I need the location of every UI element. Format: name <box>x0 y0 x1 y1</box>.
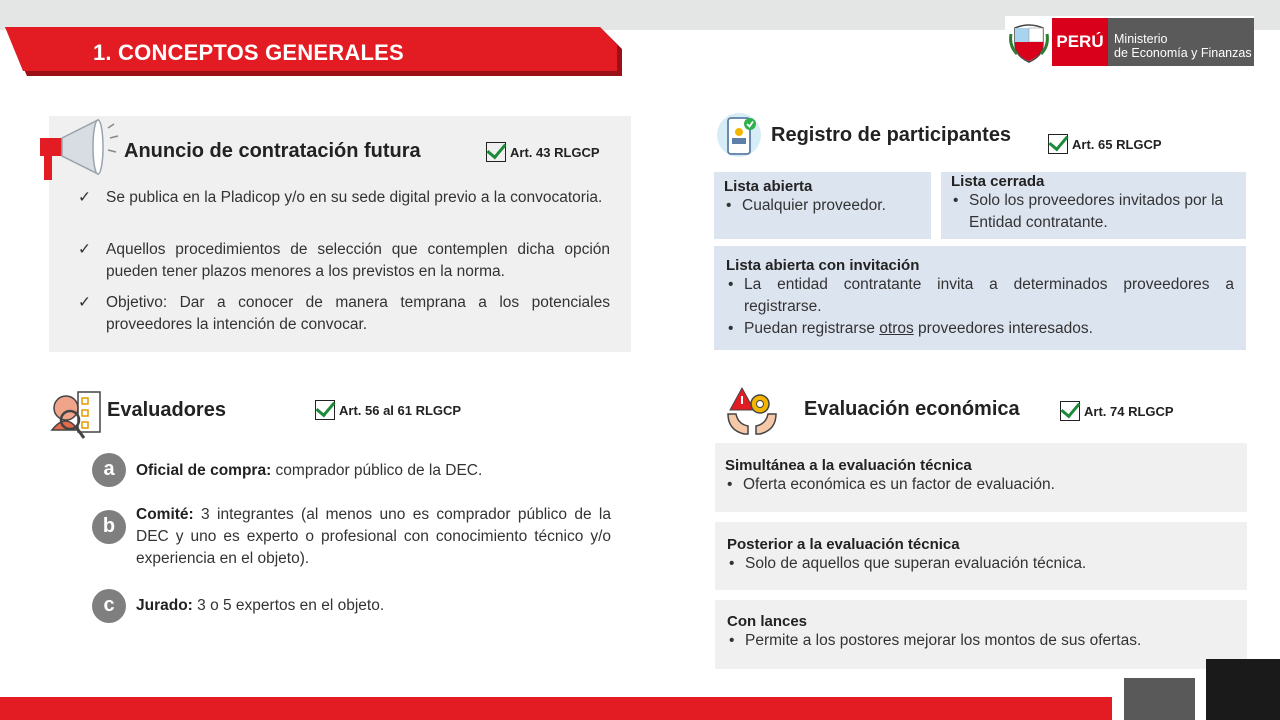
checkbox-icon <box>486 142 506 162</box>
checkmark-icon: ✓ <box>78 241 91 258</box>
lista-cerrada-item: • Solo los proveedores invitados por la Entidad contratante. <box>951 190 1236 234</box>
checkbox-icon <box>315 400 335 420</box>
anuncio-item-1 <box>78 187 610 209</box>
economica-box-2-item: • Solo de aquellos que superan evaluación técnica. <box>727 553 1235 575</box>
lista-invitacion-head: Lista abierta con invitación <box>726 257 920 274</box>
megaphone-icon <box>38 116 120 182</box>
item-2-pre: Puedan registrarse <box>744 320 880 337</box>
evaluador-b-text: 3 integrantes (al menos uno es comprador público de la DEC y uno es experto o profesional con conocimiento técnico y/o experiencia en el objeto). <box>136 506 611 567</box>
anuncio-item-2-text: Aquellos procedimientos de selección que contemplen dicha opción pueden tener plazos menores a los previstos en la norma. <box>106 241 610 280</box>
registro-art-label: Art. 65 RLGCP <box>1072 136 1162 152</box>
checkbox-icon <box>1048 134 1068 154</box>
lista-invitacion-box <box>714 246 1246 350</box>
evaluator-checklist-icon <box>48 388 102 442</box>
phone-registration-icon <box>716 110 762 160</box>
economica-box-3-item: • Permite a los postores mejorar los montos de sus ofertas. <box>727 630 1235 652</box>
item-2-post: proveedores interesados. <box>913 320 1093 337</box>
ministry-line-1: Ministerio <box>1114 32 1168 46</box>
badge-c: c <box>92 589 126 623</box>
section-title: 1. CONCEPTOS GENERALES <box>93 40 404 65</box>
anuncio-item-3-text: Objetivo: Dar a conocer de manera temprana a los potenciales proveedores la intención de convocar. <box>106 294 610 333</box>
economica-art <box>1060 401 1174 421</box>
evaluadores-title: Evaluadores <box>107 399 226 421</box>
footer-grey-square <box>1124 678 1195 720</box>
evaluador-a-label: Oficial de compra: <box>136 462 272 479</box>
economica-box-3 <box>715 600 1247 669</box>
item-2-underlined: otros <box>879 320 914 337</box>
evaluador-c-text: 3 o 5 expertos en el objeto. <box>192 597 385 614</box>
ministry-name <box>1108 18 1254 66</box>
checkbox-icon <box>1060 401 1080 421</box>
footer-red-bar <box>0 697 1112 720</box>
badge-a: a <box>92 453 126 487</box>
anuncio-item-2 <box>78 239 610 283</box>
lista-invitacion-item-2 <box>726 318 1234 340</box>
coat-of-arms-icon <box>1009 20 1049 64</box>
lista-invitacion-item-1: • La entidad contratante invita a determinados proveedores a registrarse. <box>726 274 1234 318</box>
anuncio-art <box>486 142 600 162</box>
evaluador-c <box>136 595 611 617</box>
lista-cerrada-head: Lista cerrada <box>951 173 1045 190</box>
lista-abierta-head: Lista abierta <box>724 178 813 195</box>
checkmark-icon: ✓ <box>78 189 91 206</box>
anuncio-title: Anuncio de contratación futura <box>124 140 421 162</box>
anuncio-item-3 <box>78 292 610 336</box>
registro-title: Registro de participantes <box>771 124 1012 146</box>
peru-label: PERÚ <box>1052 18 1108 66</box>
economica-box-1 <box>715 443 1247 512</box>
registro-art <box>1048 134 1162 154</box>
economica-art-label: Art. 74 RLGCP <box>1084 403 1174 419</box>
economica-box-2 <box>715 522 1247 590</box>
badge-b: b <box>92 510 126 544</box>
evaluador-c-label: Jurado: <box>136 597 193 614</box>
economica-title: Evaluación económica <box>804 398 1020 420</box>
checkmark-icon: ✓ <box>78 294 91 311</box>
economica-box-2-head: Posterior a la evaluación técnica <box>727 536 960 553</box>
ministry-line-2: de Economía y Finanzas <box>1114 46 1252 60</box>
footer-dark-square <box>1206 659 1280 720</box>
lista-abierta-box <box>714 172 931 239</box>
economica-box-1-head: Simultánea a la evaluación técnica <box>725 457 972 474</box>
lista-abierta-item: • Cualquier proveedor. <box>724 195 921 217</box>
hands-gear-icon <box>724 384 780 438</box>
evaluador-a <box>136 460 611 482</box>
evaluador-a-text: comprador público de la DEC. <box>271 462 483 479</box>
evaluadores-art <box>315 400 461 420</box>
section-title-banner <box>5 27 622 76</box>
evaluador-b <box>136 504 611 570</box>
anuncio-art-label: Art. 43 RLGCP <box>510 144 600 160</box>
evaluador-b-label: Comité: <box>136 506 194 523</box>
anuncio-item-1-text: Se publica en la Pladicop y/o en su sede digital previo a la convocatoria. <box>106 189 603 206</box>
economica-box-3-head: Con lances <box>727 613 808 630</box>
ministry-logo <box>1005 16 1254 67</box>
economica-box-1-item: • Oferta económica es un factor de evaluación. <box>725 474 1237 496</box>
evaluadores-art-label: Art. 56 al 61 RLGCP <box>339 402 462 418</box>
lista-cerrada-box <box>941 172 1246 239</box>
